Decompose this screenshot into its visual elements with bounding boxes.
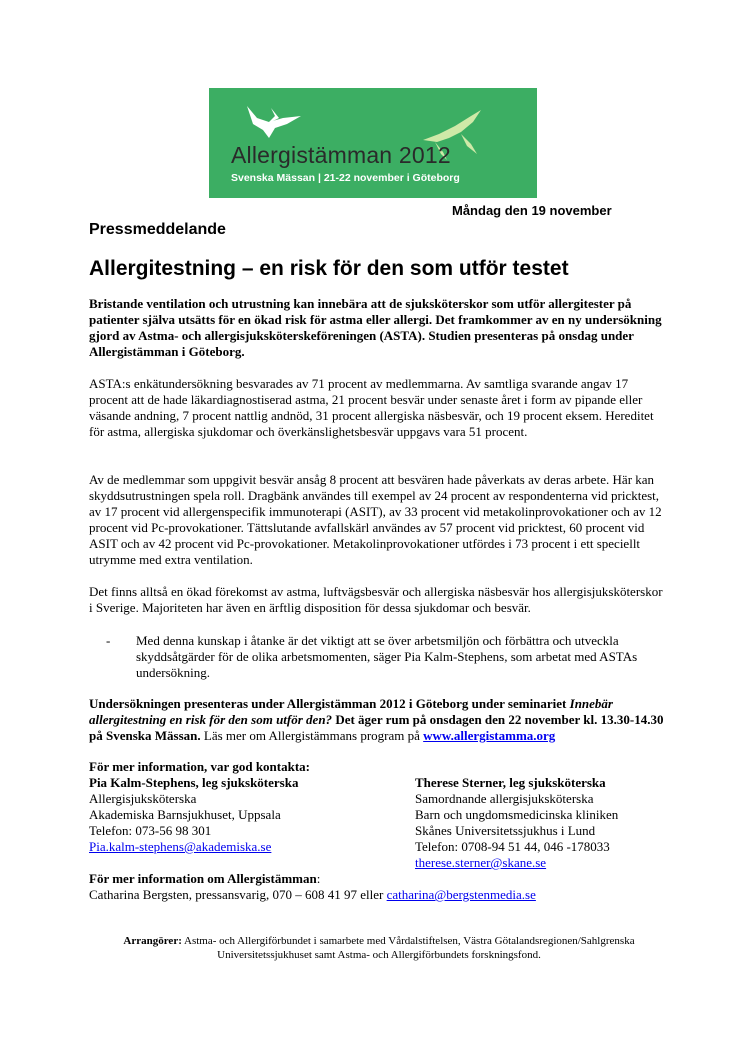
allergistamman-heading-suffix: : [316, 871, 321, 886]
banner-subtitle: Svenska Mässan | 21-22 november i Göteborg [231, 172, 460, 184]
seminar-text-part3: Läs mer om Allergistämmans program på [200, 728, 424, 743]
allergistamman-contact-line [89, 887, 536, 903]
contact-right-role: Samordnande allergisjuksköterska [415, 791, 594, 806]
bullet-text: Med denna kunskap i åtanke är det viktigt att se över arbetsmiljön och förbättra och utveckla skyddsåtgärder för de olika arbetsmomenten, säger Pia Kalm-Stephens, som arbetat med ASTAs undersökning. [136, 633, 638, 680]
organizers-text: Astma- och Allergiförbundet i samarbete med Vårdalstiftelsen, Västra Götalandsregionen/Sahlgrenska Universitetssjukhuset samt Astma- och Allergiförbundets forskningsfond. [181, 935, 635, 961]
contact-left-name: Pia Kalm-Stephens, leg sjuksköterska [89, 775, 299, 790]
contact-left-org: Akademiska Barnsjukhuset, Uppsala [89, 807, 281, 822]
paragraph-conclusion: Det finns alltså en ökad förekomst av astma, luftvägsbesvär och allergiska näsbesvär hos allergisjuksköterskor i Sverige. Majoriteten har även en ärftlig disposition för dessa sjukdomar och besvär. [89, 584, 663, 615]
bullet-marker: - [106, 633, 111, 648]
contact-right-hospital: Skånes Universitetssjukhus i Lund [415, 823, 596, 838]
seminar-title: Innebär allergitestning en risk för den som utför den? [89, 696, 613, 727]
seminar-text-part1: Undersökningen presenteras under Allergistämman 2012 i Göteborg under seminariet [89, 696, 570, 711]
contact-right-phone: Telefon: 0708-94 51 44, 046 -178033 [415, 839, 610, 854]
organizers-footer [89, 934, 669, 962]
headline: Allergitestning – en risk för den som utför testet [89, 257, 569, 280]
press-contact-text: Catharina Bergsten, pressansvarig, 070 – 608 41 97 eller [89, 887, 387, 902]
organizers-label: Arrangörer: [123, 935, 182, 947]
contact-left [89, 775, 298, 855]
press-contact-email[interactable]: catharina@bergstenmedia.se [386, 887, 536, 902]
contact-left-email[interactable]: Pia.kalm-stephens@akademiska.se [89, 839, 272, 854]
banner-title: Allergistämman 2012 [231, 142, 451, 168]
press-date: Måndag den 19 november [452, 203, 612, 218]
allergistamman-info-heading [89, 871, 320, 887]
contact-right-email[interactable]: therese.sterner@skane.se [415, 855, 547, 870]
contact-heading: För mer information, var god kontakta: [89, 759, 310, 774]
event-banner [209, 88, 537, 198]
paragraph-survey: ASTA:s enkätundersökning besvarades av 71 procent av medlemmarna. Av samtliga svarande angav 17 procent att de hade läkardiagnostiserad astma, 21 procent besvär under senaste året i form av pipande eller väsande andning, 7 procent nattlig andnöd, 31 procent allergiska näsbesvär, och 19 procent eksem. Hereditet för astma, allergiska sjukdomar och överkänslighetsbesvär uppgavs vara 51 procent. [89, 376, 654, 439]
contact-right [415, 775, 618, 871]
contact-left-phone: Telefon: 073-56 98 301 [89, 823, 212, 838]
paragraph-seminar [89, 696, 669, 744]
program-link[interactable]: www.allergistamma.org [423, 728, 556, 743]
lead-paragraph: Bristande ventilation och utrustning kan innebära att de sjuksköterskor som utför allergitester på patienter själva utsätts för en ökad risk för astma eller allergi. Det framkommer av en ny undersökning gjord av Astma- och allergisjuksköterskeföreningen (ASTA). Studien presenteras på onsdag under Allergistämman i Göteborg. [89, 296, 662, 359]
seminar-text-part2: Det äger rum på onsdagen den 22 november kl. 13.30-14.30 på Svenska Mässan. [89, 712, 664, 743]
contact-right-name: Therese Sterner, leg sjuksköterska [415, 775, 606, 790]
paragraph-equipment: Av de medlemmar som uppgivit besvär ansåg 8 procent att besvären hade påverkats av deras arbete. Här kan skyddsutrustningen spela roll. Dragbänk användes till exempel av 24 procent av respondenterna vid pricktest, av 17 procent vid allergenspecifik immunoterapi (ASIT), av 33 procent vid metakolinprovokationer och av 12 procent vid Pc-provokationer. Tättslutande avfallskärl användes av 57 procent vid pricktest, 60 procent vid ASIT och av 42 procent vid Pc-provokationer. Metakolinprovokationer utfördes i 73 procent i ett speciellt utrymme med extra ventilation. [89, 472, 662, 567]
allergistamman-heading-text: För mer information om Allergistämman [89, 871, 317, 886]
document-label: Pressmeddelande [89, 221, 226, 238]
contact-left-role: Allergisjuksköterska [89, 791, 197, 806]
contact-right-org: Barn och ungdomsmedicinska kliniken [415, 807, 619, 822]
